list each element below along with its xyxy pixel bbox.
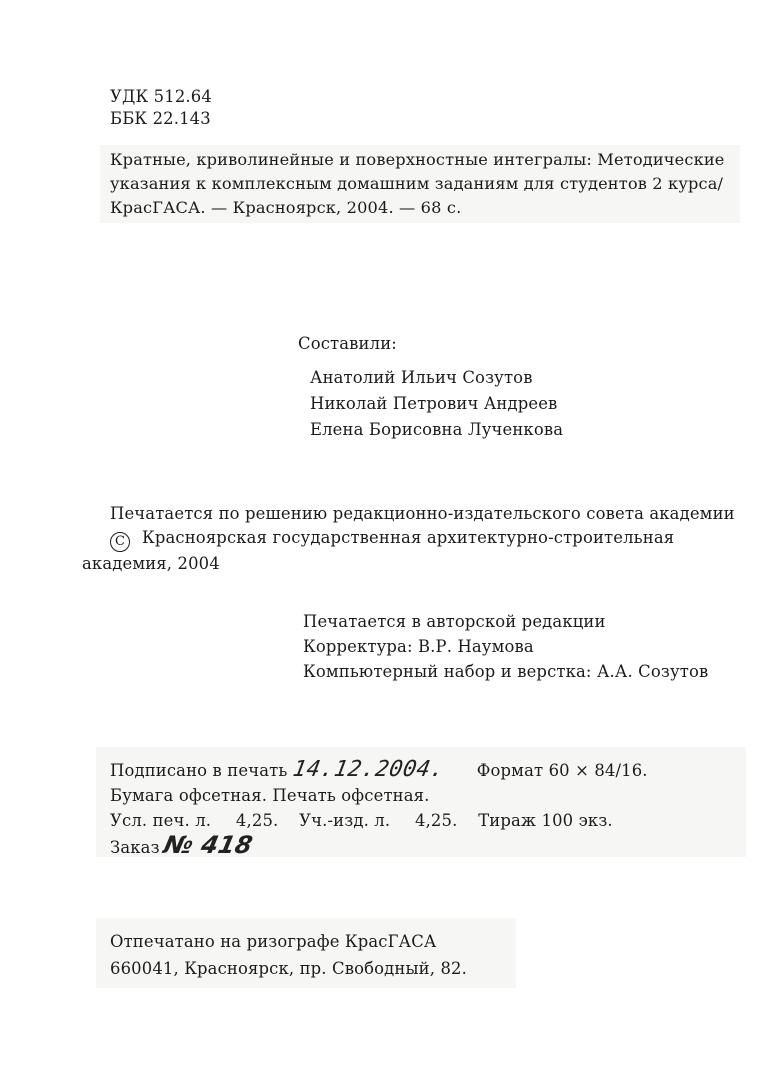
publisher-sheets-label: Уч.-изд. л. bbox=[299, 811, 391, 830]
paper: Бумага офсетная. Печать офсетная. bbox=[110, 786, 430, 805]
author-name: Елена Борисовна Лученкова bbox=[310, 420, 564, 439]
author-name: Николай Петрович Андреев bbox=[310, 394, 558, 413]
compiled-by-label: Составили: bbox=[298, 334, 397, 353]
printer-info bbox=[110, 928, 467, 982]
bibliographic-description bbox=[110, 148, 725, 220]
edition-note: Компьютерный набор и верстка: А.А. Созутов bbox=[303, 662, 709, 681]
signed-label: Подписано в печать bbox=[110, 761, 288, 780]
author-name: Анатолий Ильич Созутов bbox=[310, 368, 533, 387]
publishing-info bbox=[82, 502, 735, 576]
copyright-icon: C bbox=[110, 532, 130, 552]
copyright-line bbox=[110, 526, 735, 552]
udk-code: УДК 512.64 bbox=[110, 87, 212, 106]
edition-note: Корректура: В.Р. Наумова bbox=[303, 637, 534, 656]
signed-line bbox=[110, 757, 648, 783]
edition-note: Печатается в авторской редакции bbox=[303, 612, 606, 631]
bbk-code: ББК 22.143 bbox=[110, 109, 211, 128]
print-sheets-value: 4,25. bbox=[235, 811, 279, 830]
authors-list bbox=[310, 365, 563, 443]
order-line bbox=[110, 833, 648, 860]
edition-notes bbox=[303, 609, 708, 684]
description-line: указания к комплексным домашним заданиям для студентов 2 курса/ bbox=[110, 174, 724, 193]
order-label: Заказ bbox=[110, 838, 160, 857]
signed-date-handwritten: 14.12.2004. bbox=[290, 757, 447, 782]
circulation: Тираж 100 экз. bbox=[478, 811, 613, 830]
printer-line: Отпечатано на ризографе КрасГАСА bbox=[110, 932, 437, 951]
sheets-line bbox=[110, 808, 648, 833]
classification-codes bbox=[110, 86, 212, 130]
format: Формат 60 × 84/16. bbox=[476, 761, 648, 780]
printer-address: 660041, Красноярск, пр. Свободный, 82. bbox=[110, 959, 467, 978]
copyright-holder-cont: академия, 2004 bbox=[82, 554, 220, 573]
order-number-handwritten: № 418 bbox=[160, 831, 255, 859]
publisher-sheets-value: 4,25. bbox=[414, 811, 458, 830]
print-specs bbox=[110, 757, 648, 860]
copyright-holder: Красноярская государственная архитектурно-строительная bbox=[142, 528, 675, 547]
description-line: Кратные, криволинейные и поверхностные интегралы: Методические bbox=[110, 150, 725, 169]
description-line: КрасГАСА. — Красноярск, 2004. — 68 с. bbox=[110, 198, 462, 217]
print-sheets-label: Усл. печ. л. bbox=[110, 811, 212, 830]
publishing-decision: Печатается по решению редакционно-издательского совета академии bbox=[110, 504, 735, 523]
